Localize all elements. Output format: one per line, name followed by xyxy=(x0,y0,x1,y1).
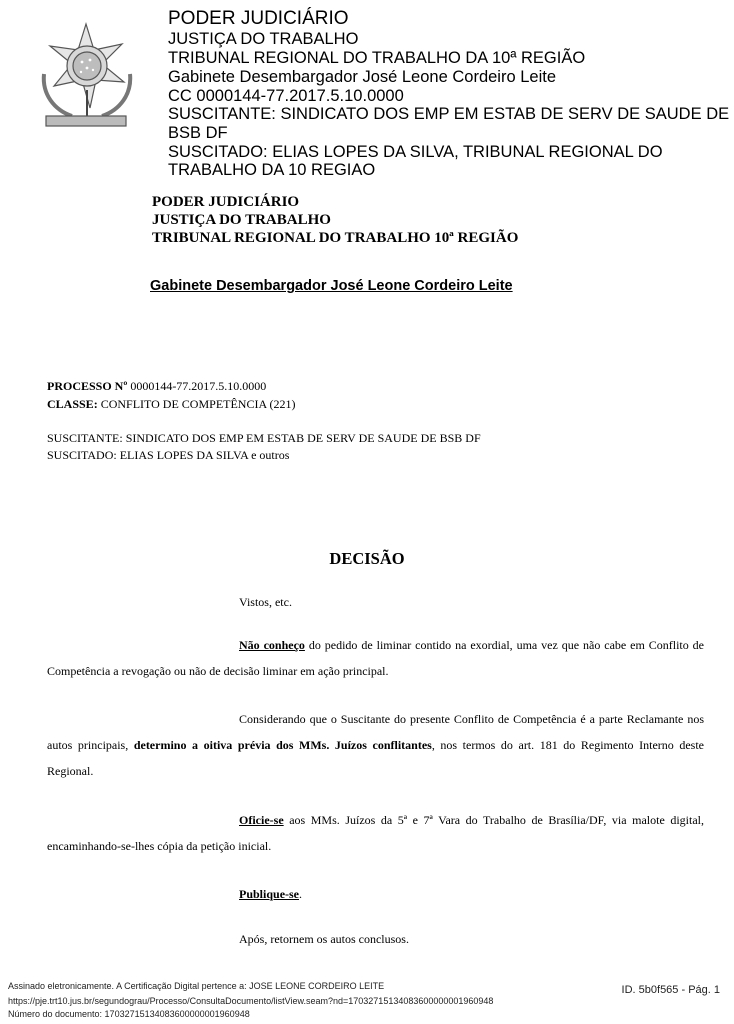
header-line-4: Gabinete Desembargador José Leone Cordeiro Leite xyxy=(168,68,556,86)
considerando-text-c: , nos termos do art. 181 do Regimento Interno deste Regional. xyxy=(47,738,704,778)
suscitado-line: SUSCITADO: ELIAS LOPES DA SILVA e outros xyxy=(47,448,290,462)
header-line-9: TRABALHO DA 10 REGIAO xyxy=(168,161,376,179)
paragraph-vistos: Vistos, etc. xyxy=(239,595,292,609)
oficie-se-text: Oficie-se xyxy=(239,813,284,827)
classe-line xyxy=(47,395,295,413)
oficie-se-rest: aos MMs. Juízos da 5ª e 7ª Vara do Trabalho de Brasília/DF, via malote digital, encaminhando-se-lhes cópia da petição inicial. xyxy=(47,813,704,853)
processo-line xyxy=(47,377,266,395)
publique-se-text: Publique-se xyxy=(239,887,300,901)
paragraph-nao-conheco xyxy=(47,632,704,684)
header-line-7: BSB DF xyxy=(168,124,228,142)
paragraph-apos: Após, retornem os autos conclusos. xyxy=(239,932,409,946)
classe-value: CONFLITO DE COMPETÊNCIA (221) xyxy=(100,397,296,411)
header-line-5: CC 0000144-77.2017.5.10.0000 xyxy=(168,87,404,105)
letterhead-line-1: PODER JUDICIÁRIO xyxy=(152,194,300,210)
letterhead-line-3: TRIBUNAL REGIONAL DO TRABALHO 10ª REGIÃO xyxy=(152,230,519,246)
paragraph-publique-se xyxy=(47,881,704,907)
decision-title: DECISÃO xyxy=(329,549,405,568)
header-line-8: SUSCITADO: ELIAS LOPES DA SILVA, TRIBUNAL REGIONAL DO xyxy=(168,143,663,161)
considerando-bold: determino a oitiva prévia dos MMs. Juízos conflitantes xyxy=(133,738,432,752)
publique-se-rest: . xyxy=(299,887,303,901)
nao-conheco-text: Não conheço xyxy=(239,638,305,652)
classe-label: CLASSE: xyxy=(47,397,98,411)
footer-doc-number: Número do documento: 17032715134083600000001960948 xyxy=(8,1009,250,1019)
paragraph-considerando xyxy=(47,706,704,784)
footer-url[interactable]: https://pje.trt10.jus.br/segundograu/Processo/ConsultaDocumento/listView.seam?nd=17032715134083600000001960948 xyxy=(8,996,494,1006)
header-line-2: JUSTIÇA DO TRABALHO xyxy=(168,30,359,48)
footer-signature: Assinado eletronicamente. A Certificação Digital pertence a: JOSE LEONE CORDEIRO LEITE xyxy=(8,981,385,991)
gabinete-title: Gabinete Desembargador José Leone Cordeiro Leite xyxy=(150,278,513,294)
nao-conheco-rest: do pedido de liminar contido na exordial, uma vez que não cabe em Conflito de Competência a revogação ou não de decisão liminar em ação principal. xyxy=(47,638,704,678)
considerando-text-a: Considerando que o Suscitante do presente Conflito de Competência é a parte Reclamante nos autos principais, xyxy=(47,712,704,752)
header-line-3: TRIBUNAL REGIONAL DO TRABALHO DA 10ª REGIÃO xyxy=(168,49,586,67)
paragraph-oficie-se xyxy=(47,807,704,859)
processo-value: 0000144-77.2017.5.10.0000 xyxy=(130,379,267,393)
header-line-1: PODER JUDICIÁRIO xyxy=(168,8,349,29)
header-line-6: SUSCITANTE: SINDICATO DOS EMP EM ESTAB DE SERV DE SAUDE DE xyxy=(168,105,730,123)
brasao-republica-icon xyxy=(32,20,140,132)
letterhead-line-2: JUSTIÇA DO TRABALHO xyxy=(152,212,331,228)
suscitante-line: SUSCITANTE: SINDICATO DOS EMP EM ESTAB DE SERV DE SAUDE DE BSB DF xyxy=(47,431,481,445)
processo-label: PROCESSO Nº xyxy=(47,379,128,393)
page-id: ID. 5b0f565 - Pág. 1 xyxy=(621,984,720,996)
